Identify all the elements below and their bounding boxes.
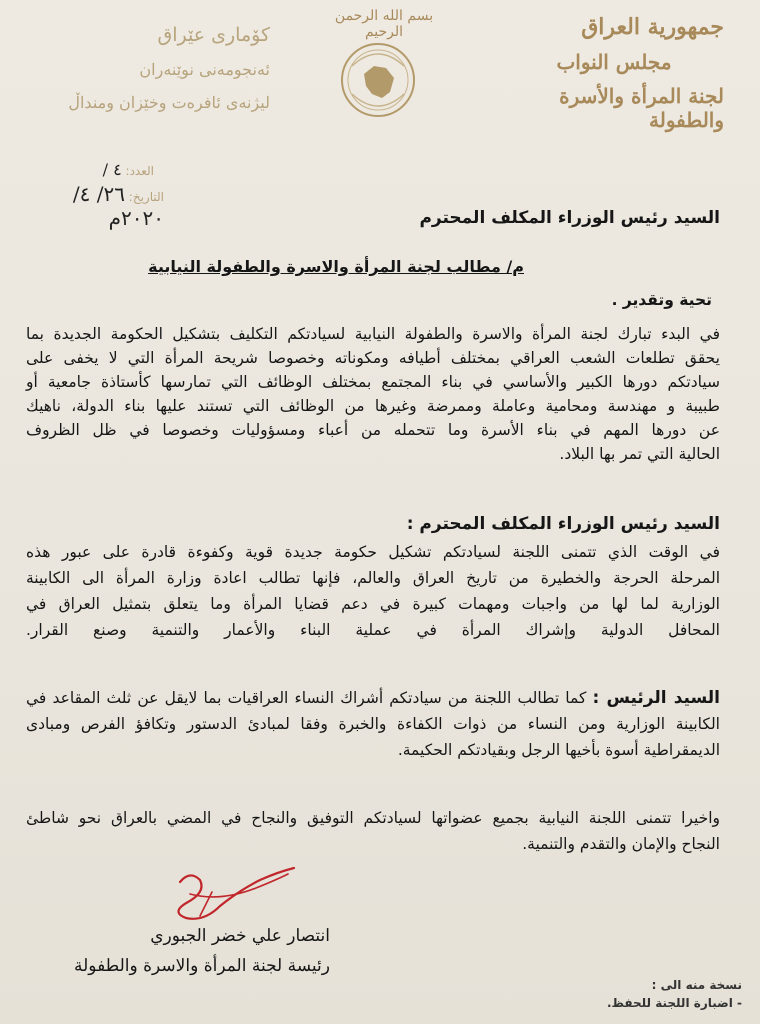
letterhead-arabic <box>504 14 724 132</box>
letterhead-kurdish <box>40 24 270 112</box>
parliament-emblem-icon <box>338 38 418 122</box>
copy-to-item: - اضبارة اللجنة للحفظ. <box>606 996 742 1010</box>
greeting: تحية وتقدير . <box>611 291 712 309</box>
paragraph-3-line: الديمقراطية أسوة بأخيها الرجل وبقيادتكم الحكيمة. <box>397 741 720 759</box>
paragraph-3-text: كما تطالب اللجنة من سيادتكم أشراك النساء العراقيات بما لايقل عن ثلث المقاعد في <box>26 689 587 707</box>
copy-to-label: نسخة منه الى : <box>651 978 742 992</box>
paragraph-1-line: طبيبة و مهندسة ومحامية وعاملة وممرضة وغيرها من الوظائف التي تستند عليها بناء الدولة، ناهيك <box>26 397 720 415</box>
paragraph-2-line: الوزارية لما لها من واجبات ومهمات كبيرة في دعم قضايا المرأة وما يتعلق بتمثيل العراق في <box>26 595 720 613</box>
paragraph-1-line: في البدء تبارك لجنة المرأة والاسرة والطفولة النيابية لسيادتكم التكليف بتشكيل الحكومة الجديدة بما <box>26 325 720 343</box>
paragraph-4-line: واخيرا تتمنى اللجنة النيابية بجميع عضواتها لسيادتكم التوفيق والنجاح في المضي بالعراق نحو شاطئ <box>26 809 720 827</box>
reference-number-label: العدد: <box>125 164 154 178</box>
paragraph-1-line: سيادتكم دورها الكبير والأساسي في بناء المجتمع بمختلف الوظائف التي تمارسها كأستاذة جامعية أو <box>26 373 720 391</box>
signatory-title: رئيسة لجنة المرأة والاسرة والطفولة <box>74 956 330 976</box>
reference-number-value: ٤ / <box>102 160 122 179</box>
paragraph-3-line: الكابينة الوزارية ومن النساء من ذوات الكفاءة والخبرة وفقا لمبادئ الدستور وتكافؤ الفرص ومبادى <box>26 715 720 733</box>
paragraph-4-line: النجاح والإمان والتقدم والتنمية. <box>522 835 720 853</box>
paragraph-2-line: في الوقت الذي تتمنى اللجنة لسيادتكم تشكيل حكومة جديدة قوية وكفوءة قادرة على عبور هذه <box>26 543 720 561</box>
letterhead-parliament-kurdish: ئەنجومەنى نوێنەران <box>139 60 270 79</box>
letterhead-country: جمهورية العراق <box>581 14 724 40</box>
addressee: السيد رئيس الوزراء المكلف المحترم <box>419 208 720 228</box>
addressee-2: السيد رئيس الوزراء المكلف المحترم : <box>406 514 720 534</box>
subject-line: م/ مطالب لجنة المرأة والاسرة والطفولة النيابية <box>148 257 524 276</box>
signatory-name: انتصار علي خضر الجبوري <box>150 926 330 946</box>
reference-number <box>24 160 154 179</box>
letterhead-parliament: مجلس النواب <box>556 50 672 74</box>
letterhead-committee-kurdish: لیژنەى ئافرەت وخێزان ومنداڵ <box>68 93 270 112</box>
paragraph-3-line-1 <box>26 686 720 710</box>
basmala: بسم الله الرحمن الرحيم <box>334 8 434 40</box>
paragraph-1-line: الحالية التي تمر بها البلاد. <box>559 445 720 463</box>
letterhead-country-kurdish: كۆمارى عێراق <box>157 24 270 46</box>
paragraph-2-line: المحافل الدولية وإشراك المرأة في عملية البناء والأعمار والتنمية وصنع القرار. <box>26 621 720 639</box>
addressee-3: السيد الرئيس : <box>592 688 720 708</box>
copy-to-block <box>562 976 742 1012</box>
handwritten-signature-icon <box>160 862 300 932</box>
reference-date-label: التاريخ: <box>128 190 164 204</box>
letterhead-committee: لجنة المرأة والأسرة والطفولة <box>559 84 724 132</box>
paragraph-1-line: يحقق تطلعات الشعب العراقي بمختلف أطيافه ومكوناته وخصوصا شريحة المرأة التي لا يخفى على <box>26 349 720 367</box>
paragraph-2-line: المرحلة الحرجة والخطيرة من تاريخ العراق والعالم، فإنها تطالب اعادة وزارة المرأة الى الكابينة <box>26 569 720 587</box>
reference-date-value: ٢٦/ ٤/ ٢٠٢٠م <box>72 182 164 230</box>
paragraph-1-line: عن دورها المهم في بناء الأسرة وما تتحمله من أعباء ومسؤوليات وخصوصا في ظل الظروف <box>26 421 720 439</box>
reference-date <box>14 182 164 230</box>
